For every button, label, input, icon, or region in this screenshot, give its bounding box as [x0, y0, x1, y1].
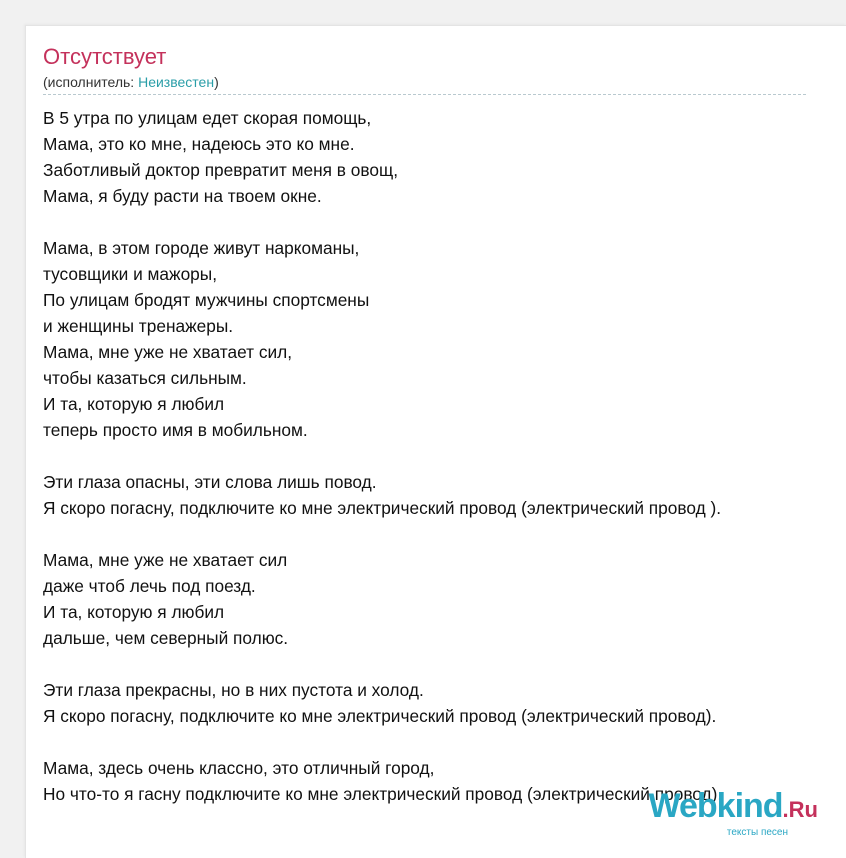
dashed-divider [43, 94, 806, 95]
artist-line [43, 73, 219, 91]
lyrics-card [25, 25, 846, 858]
watermark-tld: .Ru [782, 797, 818, 822]
artist-link[interactable]: Неизвестен [138, 74, 215, 90]
artist-prefix: (исполнитель: [43, 74, 139, 90]
artist-suffix: ) [214, 74, 219, 90]
song-title: Отсутствует [43, 44, 167, 69]
watermark-brand: Webkind [648, 787, 783, 825]
watermark-tagline: тексты песен [726, 827, 788, 838]
lyrics-text: В 5 утра по улицам едет скорая помощь, Мама, это ко мне, надеюсь это ко мне. Заботливый доктор превратит меня в овощ, Мама, я буду расти на твоем окне. Мама, в этом городе живут наркоманы, тусовщики и мажоры, По улицам бродят мужчины спортсмены и женщины тренажеры. Мама, мне уже не хватает сил, чтобы казаться сильным. И та, которую я любил теперь просто имя в мобильном. Эти глаза опасны, эти слова лишь повод. Я скоро погасну, подключите ко мне электрический провод (электрический провод ). Мама, мне уже не хватает сил даже чтоб лечь под поезд. И та, которую я любил дальше, чем северный полюс. Эти глаза прекрасны, но в них пустота и холод. Я скоро погасну, подключите ко мне электрический провод (электрический провод). Мама, здесь очень классно, это отличный город, Но что-то я гасну подключите ко мне электрический провод (электрический провод). [43, 108, 723, 804]
